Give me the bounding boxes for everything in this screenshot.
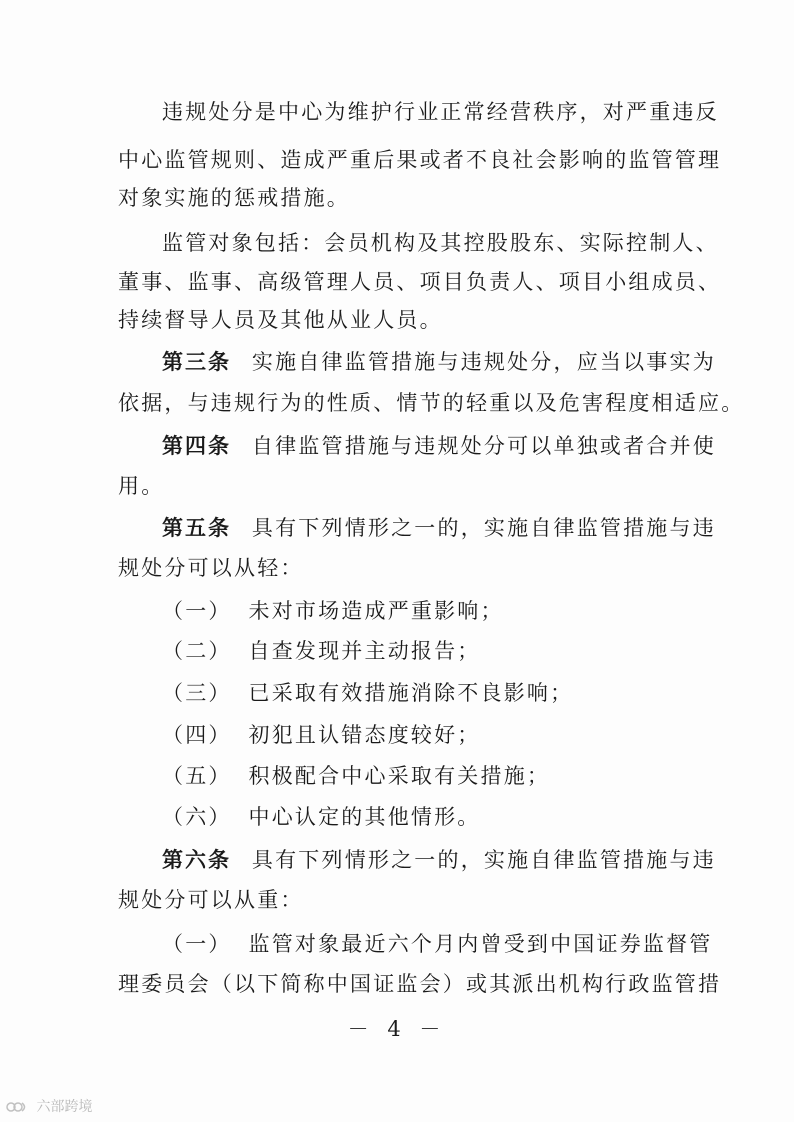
list-item [162, 761, 550, 791]
paragraph-line [118, 183, 350, 213]
watermark [6, 1096, 92, 1116]
article-line [162, 845, 716, 875]
list-item-number: （一） [162, 932, 232, 956]
watermark-logo-icon [6, 1099, 28, 1115]
paragraph-line [118, 471, 164, 501]
line-text: 中心监管规则、造成严重后果或者不良社会影响的监管管理 [118, 148, 722, 172]
line-text: 对象实施的惩戒措施。 [118, 186, 350, 210]
line-text: 用。 [118, 474, 165, 498]
list-item-text: 中心认定的其他情形。 [248, 805, 481, 829]
list-item-number: （二） [162, 639, 232, 663]
article-heading: 第六条 [162, 848, 231, 872]
list-item-text: 初犯且认错态度较好； [248, 723, 481, 747]
paragraph-line [118, 553, 304, 583]
list-item-text: 监管对象最近六个月内曾受到中国证券监督管 [248, 932, 713, 956]
line-text: 实施自律监管措施与违规处分，应当以事实为 [251, 350, 716, 374]
line-text: 具有下列情形之一的，实施自律监管措施与违 [251, 848, 716, 872]
line-text: 理委员会（以下简称中国证监会）或其派出机构行政监管措 [118, 972, 722, 996]
list-item-text: 未对市场造成严重影响； [248, 599, 504, 623]
list-item [162, 929, 713, 959]
paragraph-line [118, 885, 304, 915]
article-line [162, 513, 716, 543]
list-item [162, 596, 504, 626]
paragraph-line [118, 969, 721, 999]
line-text: 董事、监事、高级管理人员、项目负责人、项目小组成员、 [118, 270, 722, 294]
page-number: － 4 － [347, 1017, 447, 1041]
list-item-number: （一） [162, 599, 232, 623]
line-text: 持续督导人员及其他从业人员。 [118, 308, 443, 332]
list-item-number: （六） [162, 805, 232, 829]
line-text: 依据，与违规行为的性质、情节的轻重以及危害程度相适应。 [118, 391, 745, 415]
line-text: 具有下列情形之一的，实施自律监管措施与违 [251, 516, 716, 540]
line-text: 违规处分是中心为维护行业正常经营秩序，对严重违反 [162, 100, 719, 124]
article-heading: 第五条 [162, 516, 231, 540]
list-item [162, 636, 481, 666]
line-text: 规处分可以从轻： [118, 556, 304, 580]
paragraph-line [118, 388, 744, 418]
list-item [162, 802, 481, 832]
paragraph-line [118, 267, 721, 297]
list-item [162, 678, 573, 708]
list-item-text: 已采取有效措施消除不良影响； [248, 681, 574, 705]
list-item-number: （三） [162, 681, 232, 705]
paragraph-line [162, 228, 719, 258]
article-heading: 第四条 [162, 434, 231, 458]
list-item-text: 积极配合中心采取有关措施； [248, 764, 551, 788]
paragraph-line [162, 97, 719, 127]
line-text: 规处分可以从重： [118, 888, 304, 912]
line-text: 自律监管措施与违规处分可以单独或者合并使 [251, 434, 716, 458]
watermark-text: 六部跨境 [36, 1099, 93, 1115]
article-line [162, 431, 716, 461]
paragraph-line [118, 305, 443, 335]
list-item-number: （四） [162, 723, 232, 747]
list-item [162, 720, 481, 750]
paragraph-line [118, 145, 721, 175]
article-heading: 第三条 [162, 350, 231, 374]
list-item-number: （五） [162, 764, 232, 788]
line-text: 监管对象包括：会员机构及其控股股东、实际控制人、 [162, 231, 719, 255]
list-item-text: 自查发现并主动报告； [248, 639, 481, 663]
article-line [162, 347, 716, 377]
